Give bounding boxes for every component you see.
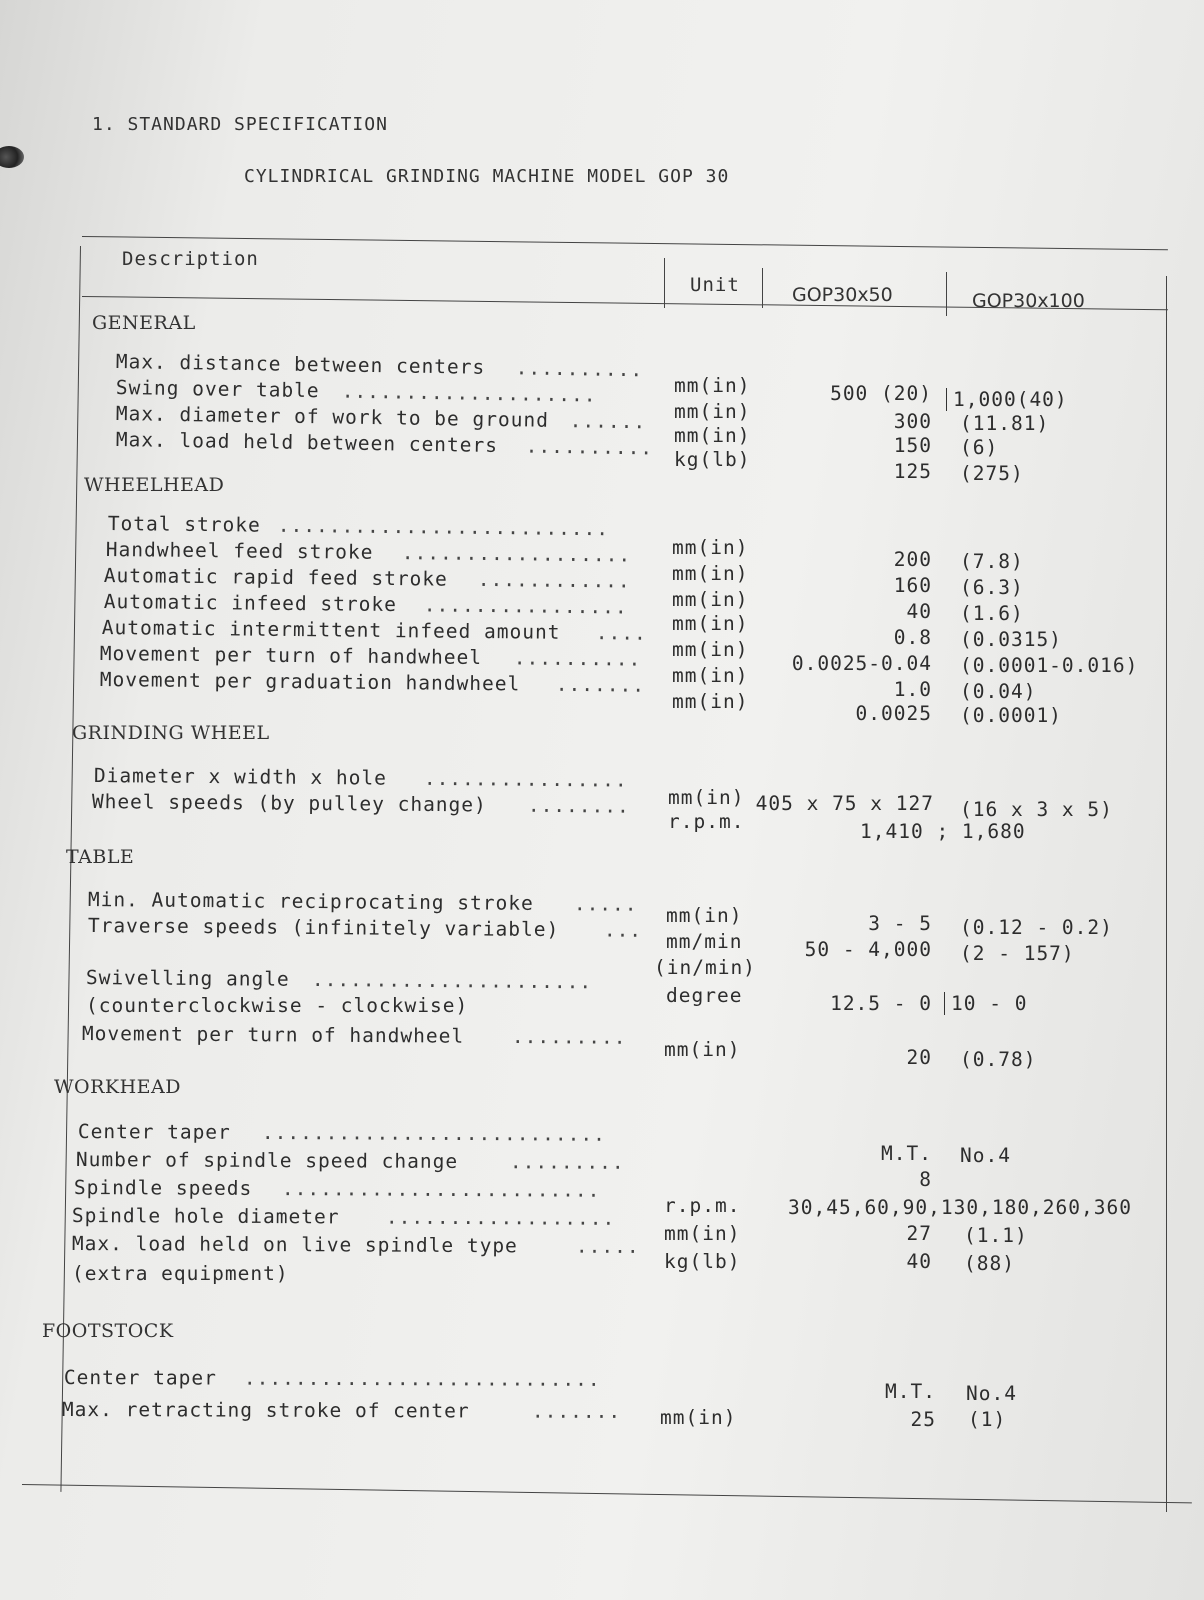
spec-label: Max. diameter of work to be ground bbox=[115, 402, 550, 432]
unit-cell: mm(in) bbox=[672, 612, 749, 635]
value-gop30x50: 12.5 - 0 bbox=[830, 992, 932, 1015]
spec-label: Traverse speeds (infinitely variable) bbox=[87, 914, 560, 942]
section-heading: 1. STANDARD SPECIFICATION bbox=[92, 114, 388, 135]
value-gop30x100 bbox=[944, 992, 1027, 1018]
section-wheelhead: WHEELHEAD bbox=[84, 474, 225, 496]
spec-row-continuation: (extra equipment) bbox=[72, 1262, 289, 1285]
unit-cell: r.p.m. bbox=[664, 1194, 741, 1217]
spec-label: Max. load held on live spindle type bbox=[71, 1232, 518, 1258]
section-general: GENERAL bbox=[92, 312, 196, 334]
header-model-gop30x50: GOP30x50 bbox=[792, 284, 893, 306]
leader-dots: ........ bbox=[527, 793, 630, 818]
value-gop30x50: 40 bbox=[906, 1250, 932, 1273]
value-gop30x100: (6) bbox=[960, 436, 999, 459]
value-gop30x100: (275) bbox=[960, 462, 1024, 485]
leader-dots: ........................... bbox=[261, 1120, 606, 1146]
unit-cell: mm/min bbox=[666, 930, 743, 953]
spec-label: Wheel speeds (by pulley change) bbox=[91, 790, 487, 817]
value-gop30x100: (2 - 157) bbox=[960, 942, 1075, 965]
value-gop30x50: 0.0025 bbox=[855, 702, 932, 725]
value-gop30x50: 125 bbox=[893, 460, 932, 483]
unit-cell: mm(in) bbox=[666, 904, 743, 927]
unit-cell: mm(in) bbox=[674, 424, 751, 447]
value-gop30x100: (0.0001) bbox=[960, 704, 1062, 727]
leader-dots: ... bbox=[603, 918, 643, 942]
spec-label: Movement per turn of handwheel bbox=[99, 642, 483, 670]
spec-label: Swing over table bbox=[115, 376, 320, 403]
punch-hole bbox=[0, 146, 24, 168]
value-gop30x50: M.T. bbox=[881, 1142, 932, 1165]
leader-dots: ..... bbox=[573, 892, 638, 916]
unit-cell: mm(in) bbox=[672, 562, 749, 585]
spec-label: Max. load held between centers bbox=[115, 428, 499, 458]
value-separator: 1,000(40) bbox=[946, 388, 1068, 411]
leader-dots: ......................... bbox=[281, 1177, 601, 1202]
spec-row bbox=[64, 1366, 1124, 1396]
value-gop30x100: No.4 bbox=[966, 1382, 1017, 1405]
unit-cell: mm(in) bbox=[672, 536, 749, 559]
unit-cell: mm(in) bbox=[664, 1222, 741, 1245]
header-description: Description bbox=[122, 248, 259, 270]
leader-dots: .................. bbox=[401, 541, 632, 567]
value-gop30x50: 30,45,60,90,130,180,260,360 bbox=[788, 1196, 1132, 1219]
unit-cell: mm(in) bbox=[668, 786, 745, 809]
value-gop30x50: 25 bbox=[910, 1408, 936, 1431]
spec-label: Automatic infeed stroke bbox=[103, 590, 398, 617]
spec-label: Number of spindle speed change bbox=[75, 1148, 459, 1174]
spec-label: Spindle speeds bbox=[73, 1176, 253, 1200]
unit-cell: mm(in) bbox=[672, 690, 749, 713]
unit-cell: mm(in) bbox=[672, 588, 749, 611]
value-gop30x50: 1,410 ; 1,680 bbox=[860, 820, 1026, 843]
model1-col-rule bbox=[762, 268, 763, 308]
value-gop30x50: 405 x 75 x 127 bbox=[755, 792, 934, 815]
section-workhead: WORKHEAD bbox=[54, 1076, 181, 1098]
spec-label: Spindle hole diameter bbox=[71, 1204, 340, 1229]
leader-dots: .......................... bbox=[277, 513, 610, 541]
spec-row bbox=[62, 1398, 1122, 1428]
section-table: TABLE bbox=[66, 846, 135, 868]
leader-dots: .......... bbox=[515, 356, 644, 382]
value-gop30x50: 300 bbox=[893, 410, 932, 433]
unit-cell: kg(lb) bbox=[674, 448, 751, 471]
unit-cell: mm(in) bbox=[664, 1038, 741, 1061]
value-gop30x100: (7.8) bbox=[960, 550, 1024, 573]
value-gop30x100: (1.6) bbox=[960, 602, 1024, 625]
spec-label: Automatic intermittent infeed amount bbox=[101, 616, 561, 644]
table-bottom-rule bbox=[22, 1484, 1192, 1503]
value-gop30x100: (16 x 3 x 5) bbox=[960, 798, 1113, 821]
value-gop30x50: 40 bbox=[906, 600, 932, 623]
value-gop30x50: 160 bbox=[893, 574, 932, 597]
value-gop30x100: (0.12 - 0.2) bbox=[960, 916, 1113, 939]
spec-label: Max. distance between centers bbox=[115, 350, 486, 379]
spec-label: Max. retracting stroke of center bbox=[61, 1398, 470, 1423]
leader-dots: ............ bbox=[477, 567, 631, 593]
value-gop30x50: 3 - 5 bbox=[868, 912, 932, 935]
value-gop30x50: 150 bbox=[893, 434, 932, 457]
unit-cell: r.p.m. bbox=[668, 810, 745, 833]
value-gop30x100 bbox=[946, 388, 1068, 414]
leader-dots: ..... bbox=[575, 1234, 640, 1258]
section-grinding-wheel: GRINDING WHEEL bbox=[72, 722, 270, 744]
spec-label: Automatic rapid feed stroke bbox=[103, 564, 448, 591]
unit-col-rule bbox=[664, 258, 665, 308]
leader-dots: ................ bbox=[423, 593, 628, 619]
section-footstock: FOOTSTOCK bbox=[42, 1320, 174, 1342]
value-gop30x50: M.T. bbox=[885, 1380, 936, 1403]
document-title: CYLINDRICAL GRINDING MACHINE MODEL GOP 30 bbox=[244, 166, 730, 187]
value-gop30x50: 500 (20) bbox=[830, 382, 932, 405]
spec-label: Swivelling angle bbox=[85, 966, 290, 991]
spec-row-continuation: (counterclockwise - clockwise) bbox=[86, 994, 469, 1017]
leader-dots: .................... bbox=[341, 379, 597, 407]
spec-label: Min. Automatic reciprocating stroke bbox=[87, 888, 534, 915]
leader-dots: ............................ bbox=[243, 1366, 601, 1391]
unit-cell: mm(in) bbox=[674, 400, 751, 423]
spec-label: Center taper bbox=[77, 1120, 231, 1144]
spec-label: Total stroke bbox=[107, 512, 261, 537]
unit-cell: mm(in) bbox=[672, 638, 749, 661]
spec-label: Movement per graduation handwheel bbox=[99, 668, 521, 696]
unit-cell: kg(lb) bbox=[664, 1250, 741, 1273]
leader-dots: ...................... bbox=[311, 967, 593, 994]
leader-dots: .......... bbox=[513, 646, 642, 671]
header-model-gop30x100: GOP30x100 bbox=[972, 290, 1085, 312]
leader-dots: ......... bbox=[509, 1150, 625, 1174]
value-gop30x100: (6.3) bbox=[960, 576, 1024, 599]
value-gop30x50: 0.0025-0.04 bbox=[791, 652, 932, 675]
value-separator: 10 - 0 bbox=[944, 992, 1027, 1015]
value-gop30x100: (88) bbox=[964, 1252, 1015, 1275]
leader-dots: ....... bbox=[531, 1399, 622, 1423]
value-gop30x100: (1) bbox=[968, 1408, 1007, 1431]
value-gop30x100: No.4 bbox=[960, 1144, 1011, 1167]
leader-dots: ...... bbox=[569, 409, 647, 434]
leader-dots: ......... bbox=[511, 1025, 627, 1049]
value-gop30x50: 50 - 4,000 bbox=[804, 938, 932, 961]
table-left-rule bbox=[60, 246, 81, 1492]
value-gop30x50: 1.0 bbox=[893, 678, 932, 701]
value-gop30x50: 20 bbox=[906, 1046, 932, 1069]
value-gop30x100: (1.1) bbox=[964, 1224, 1028, 1247]
leader-dots: .................. bbox=[385, 1205, 616, 1230]
spec-label: Diameter x width x hole bbox=[93, 764, 388, 790]
spec-label: Handwheel feed stroke bbox=[105, 538, 374, 564]
value-gop30x50: 8 bbox=[919, 1168, 932, 1191]
leader-dots: .... bbox=[595, 621, 647, 645]
unit-cell: (in/min) bbox=[654, 956, 756, 979]
leader-dots: ................ bbox=[423, 766, 628, 792]
leader-dots: .......... bbox=[525, 434, 654, 460]
value-gop30x100: (0.0315) bbox=[960, 628, 1062, 651]
value-gop30x100: (11.81) bbox=[960, 412, 1050, 435]
value-gop30x100: (0.0001-0.016) bbox=[960, 654, 1139, 677]
unit-cell: mm(in) bbox=[660, 1406, 737, 1429]
unit-cell: degree bbox=[666, 984, 743, 1007]
unit-cell: mm(in) bbox=[674, 374, 751, 397]
value-gop30x50: 27 bbox=[906, 1222, 932, 1245]
unit-cell: mm(in) bbox=[672, 664, 749, 687]
spec-label: Movement per turn of handwheel bbox=[81, 1022, 465, 1048]
value-gop30x50: 200 bbox=[893, 548, 932, 571]
header-unit: Unit bbox=[690, 274, 740, 296]
value-gop30x100: (0.04) bbox=[960, 680, 1037, 703]
value-gop30x50: 0.8 bbox=[893, 626, 932, 649]
leader-dots: ....... bbox=[555, 672, 646, 697]
value-gop30x100: (0.78) bbox=[960, 1048, 1037, 1071]
spec-label: Center taper bbox=[63, 1366, 217, 1390]
model2-col-rule bbox=[946, 272, 947, 316]
